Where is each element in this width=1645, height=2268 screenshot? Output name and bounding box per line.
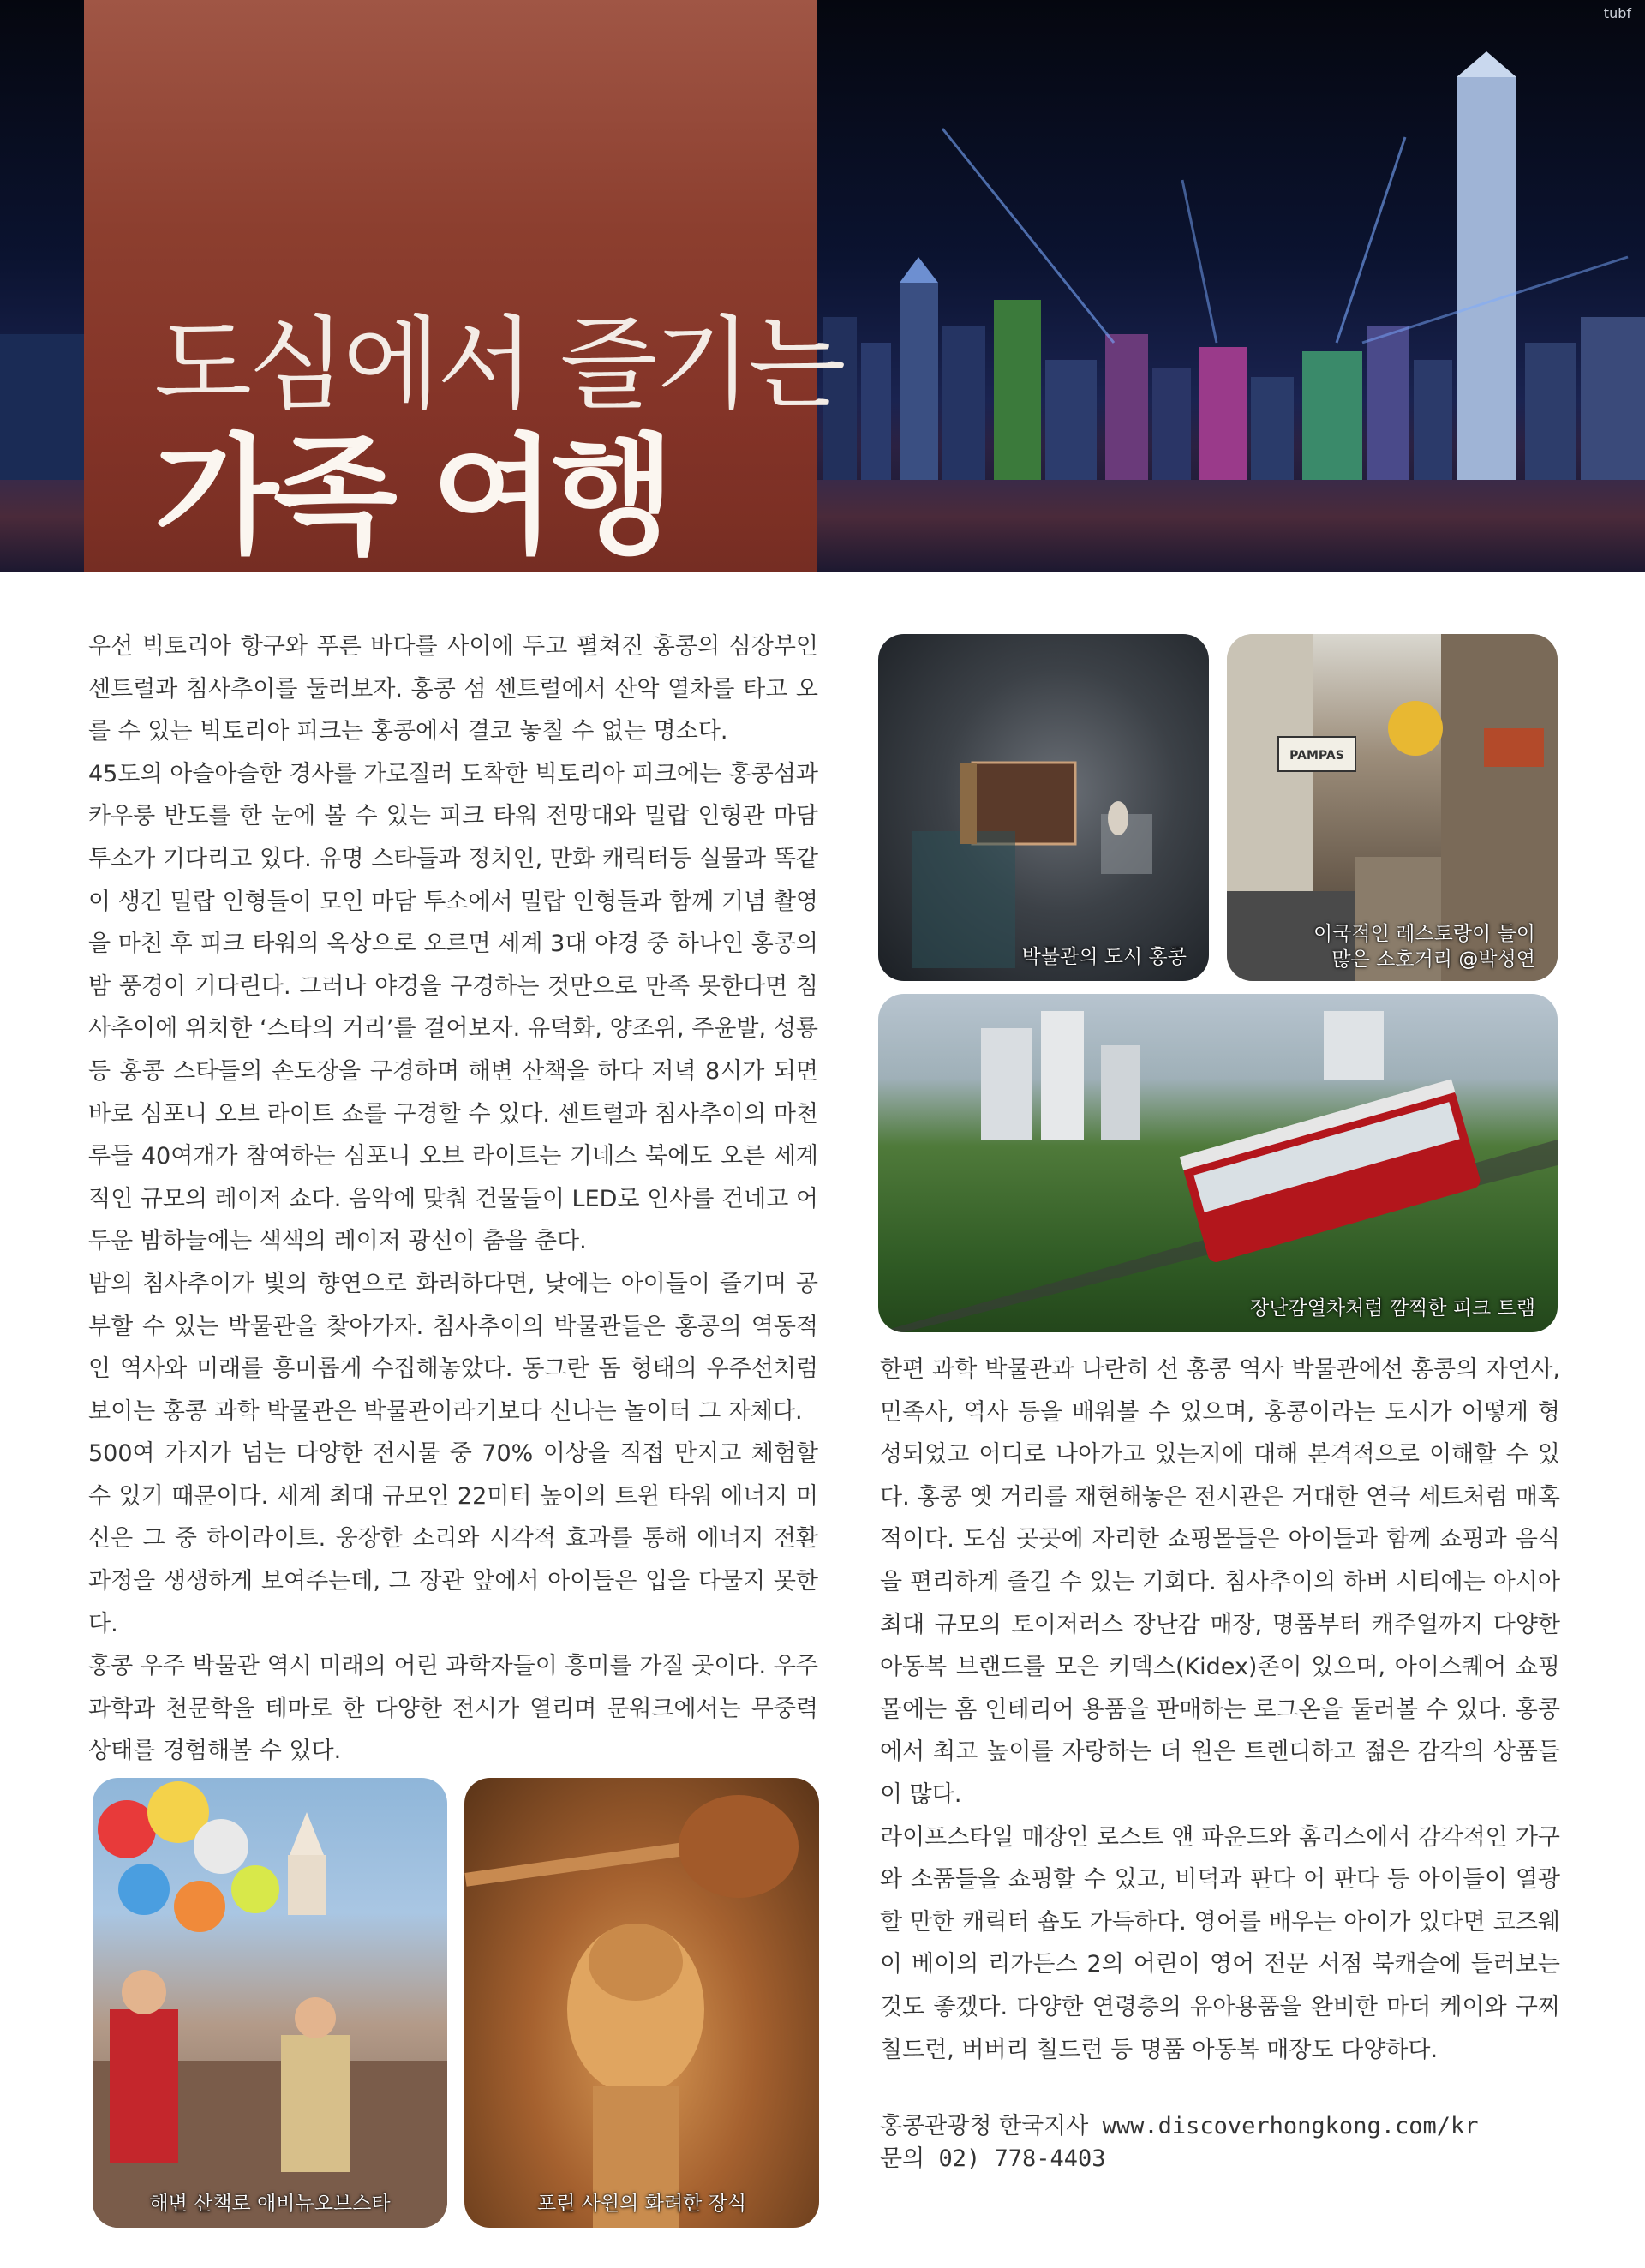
- left-column-text: [88, 625, 818, 1773]
- museum-photo: [878, 634, 1209, 981]
- museum-caption: 박물관의 도시 홍콩: [1021, 946, 1187, 968]
- paragraph: 밤의 침사추이가 빛의 향연으로 화려하다면, 낮에는 아이들이 즐기며 공부할 수 있는 박물관을 찾아가자. 침사추이의 박물관들은 홍콩의 역동적인 역사와 미래를 흥미롭게 수집해놓았다. 동그란 돔 형태의 우주선처럼 보이는 홍콩 과학 박물관은 박물관이라기보다 신나는 놀이터 그 자체다.: [88, 1270, 818, 1425]
- family-photo: [93, 1778, 447, 2228]
- footer-url[interactable]: www.discoverhongkong.com/kr: [1102, 2113, 1479, 2139]
- peak-tram-photo: [878, 994, 1558, 1332]
- paragraph: 라이프스타일 매장인 로스트 앤 파운드와 홈리스에서 감각적인 가구와 소품들을 쇼핑할 수 있고, 비덕과 판다 어 판다 등 아이들이 열광할 만한 캐릭터 숍도 가득하다. 영어를 배우는 아이가 있다면 코즈웨이 베이의 리가든스 2의 어린이 영어 전문 서점 북캐슬에 들러보는 것도 좋겠다. 다양한 연령층의 유아용품을 완비한 마더 케이와 구찌 칠드런, 버버리 칠드런 등 명품 아동복 매장도 다양하다.: [880, 1823, 1560, 2063]
- paragraph: 45도의 아슬아슬한 경사를 가로질러 도착한 빅토리아 피크에는 홍콩섬과 카우룽 반도를 한 눈에 볼 수 있는 피크 타워 전망대와 밀랍 인형관 마담 투소가 기다리고 있다. 유명 스타들과 정치인, 만화 캐릭터등 실물과 똑같이 생긴 밀랍 인형들이 모인 마담 투소에서 밀랍 인형들과 함께 기념 촬영을 마친 후 피크 타워의 옥상으로 오르면 세계 3대 야경 중 하나인 홍콩의 밤 풍경이 기다린다. 그러나 야경을 구경하는 것만으로 만족 못한다면 침사추이에 위치한 ‘스타의 거리’를 걸어보자. 유덕화, 양조위, 주윤발, 성룡 등 홍콩 스타들의 손도장을 구경하며 해변 산책을 하다 저녁 8시가 되면 바로 심포니 오브 라이트 쇼를 구경할 수 있다. 센트럴과 침사추이의 마천루들 40여개가 참여하는 심포니 오브 라이트는 기네스 북에도 오른 세계적인 규모의 레이저 쇼다. 음악에 맞춰 건물들이 LED로 인사를 건네고 어두운 밤하늘에는 색색의 레이저 광선이 춤을 춘다.: [88, 760, 818, 1255]
- paragraph: 우선 빅토리아 항구와 푸른 바다를 사이에 두고 펼쳐진 홍콩의 심장부인 센트럴과 침사추이를 둘러보자. 홍콩 섬 센트럴에서 산악 열차를 타고 오를 수 있는 빅토리아 피크는 홍콩에서 결코 놓칠 수 없는 명소다.: [88, 633, 818, 745]
- temple-photo: [464, 1778, 819, 2228]
- footer-phone: 02) 778-4403: [938, 2145, 1106, 2172]
- hero-title-line2: 가족 여행: [154, 422, 670, 571]
- right-column-text: [880, 1349, 1560, 2071]
- temple-caption: 포린 사원의 화려한 장식: [536, 2193, 747, 2215]
- footer-line1: [880, 2110, 1479, 2143]
- hero-title-line1: 도심에서 즐기는: [154, 305, 843, 423]
- soho-caption-line1: 이국적인 레스토랑이 들이: [1313, 923, 1535, 945]
- family-balloons-illustration: [93, 1778, 447, 2228]
- footer-contact-label: 문의: [880, 2145, 925, 2172]
- corner-mark: tubf: [1603, 5, 1631, 21]
- paragraph: 500여 가지가 넘는 다양한 전시물 중 70% 이상을 직접 만지고 체험할 수 있기 때문이다. 세계 최대 규모인 22미터 높이의 트윈 타워 에너지 머신은 그 중 하이라이트. 웅장한 소리와 시각적 효과를 통해 에너지 전환 과정을 생생하게 보여주는데, 그 장관 앞에서 아이들은 입을 다물지 못한다.: [88, 1440, 818, 1637]
- peak-tram-caption: 장난감열차처럼 깜찍한 피크 트램: [1250, 1297, 1535, 1320]
- museum-illustration: [878, 634, 1209, 981]
- buddha-statue-illustration: [464, 1778, 819, 2228]
- family-caption: 해변 산책로 애비뉴오브스타: [149, 2193, 391, 2215]
- pampas-sign: PAMPAS: [1289, 749, 1344, 763]
- footer-line2: [880, 2143, 1479, 2175]
- soho-photo: [1227, 634, 1558, 981]
- paragraph: 한편 과학 박물관과 나란히 선 홍콩 역사 박물관에선 홍콩의 자연사, 민족사, 역사 등을 배워볼 수 있으며, 홍콩이라는 도시가 어떻게 형성되었고 어디로 나아가고 있는지에 대해 본격적으로 이해할 수 있다. 홍콩 옛 거리를 재현해놓은 전시관은 거대한 연극 세트처럼 매혹적이다. 도심 곳곳에 자리한 쇼핑몰들은 아이들과 함께 쇼핑과 음식을 편리하게 즐길 수 있는 기회다. 침사추이의 하버 시티에는 아시아 최대 규모의 토이저러스 장난감 매장, 명품부터 캐주얼까지 다양한 아동복 브랜드를 모은 키덱스(Kidex)존이 있으며, 아이스퀘어 쇼핑몰에는 홈 인테리어 용품을 판매하는 로그온을 둘러볼 수 있다. 홍콩에서 최고 높이를 자랑하는 더 원은 트렌디하고 젊은 감각의 상품들이 많다.: [880, 1356, 1560, 1808]
- contact-footer: [880, 2110, 1479, 2175]
- soho-caption: [1313, 921, 1535, 972]
- soho-caption-line2: 많은 소호거리 @박성연: [1331, 948, 1535, 971]
- footer-org: 홍콩관광청 한국지사: [880, 2113, 1089, 2139]
- peak-tram-illustration: [878, 994, 1558, 1332]
- paragraph: 홍콩 우주 박물관 역시 미래의 어린 과학자들이 흥미를 가질 곳이다. 우주 과학과 천문학을 테마로 한 다양한 전시가 열리며 문워크에서는 무중력 상태를 경험해볼 수 있다.: [88, 1653, 818, 1765]
- hero-banner: [0, 0, 1645, 572]
